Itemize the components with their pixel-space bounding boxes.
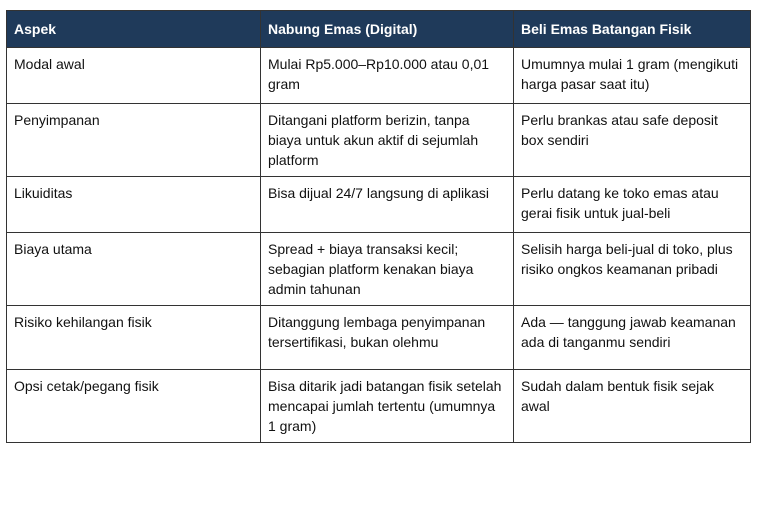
cell-aspect: Opsi cetak/pegang fisik — [7, 370, 261, 443]
table-body — [7, 48, 751, 443]
table-header — [7, 11, 751, 48]
cell-physical: Perlu brankas atau safe deposit box sendiri — [514, 104, 751, 177]
table-row — [7, 177, 751, 233]
header-cell-nabung-emas-digital: Nabung Emas (Digital) — [261, 11, 514, 48]
cell-physical: Umumnya mulai 1 gram (mengikuti harga pasar saat itu) — [514, 48, 751, 104]
header-row — [7, 11, 751, 48]
cell-physical: Sudah dalam bentuk fisik sejak awal — [514, 370, 751, 443]
cell-aspect: Biaya utama — [7, 233, 261, 306]
cell-physical: Ada — tanggung jawab keamanan ada di tanganmu sendiri — [514, 306, 751, 370]
table-row — [7, 104, 751, 177]
comparison-table — [6, 10, 751, 443]
header-cell-beli-emas-fisik: Beli Emas Batangan Fisik — [514, 11, 751, 48]
cell-digital: Bisa ditarik jadi batangan fisik setelah mencapai jumlah tertentu (umumnya 1 gram) — [261, 370, 514, 443]
cell-aspect: Penyimpanan — [7, 104, 261, 177]
cell-physical: Perlu datang ke toko emas atau gerai fisik untuk jual-beli — [514, 177, 751, 233]
cell-aspect: Risiko kehilangan fisik — [7, 306, 261, 370]
header-cell-aspek: Aspek — [7, 11, 261, 48]
cell-aspect: Likuiditas — [7, 177, 261, 233]
table-row — [7, 48, 751, 104]
cell-digital: Ditanggung lembaga penyimpanan tersertifikasi, bukan olehmu — [261, 306, 514, 370]
cell-digital: Ditangani platform berizin, tanpa biaya untuk akun aktif di sejumlah platform — [261, 104, 514, 177]
table-row — [7, 370, 751, 443]
cell-physical: Selisih harga beli-jual di toko, plus risiko ongkos keamanan pribadi — [514, 233, 751, 306]
cell-digital: Bisa dijual 24/7 langsung di aplikasi — [261, 177, 514, 233]
cell-aspect: Modal awal — [7, 48, 261, 104]
cell-digital: Spread + biaya transaksi kecil; sebagian platform kenakan biaya admin tahunan — [261, 233, 514, 306]
table-row — [7, 233, 751, 306]
table-row — [7, 306, 751, 370]
cell-digital: Mulai Rp5.000–Rp10.000 atau 0,01 gram — [261, 48, 514, 104]
